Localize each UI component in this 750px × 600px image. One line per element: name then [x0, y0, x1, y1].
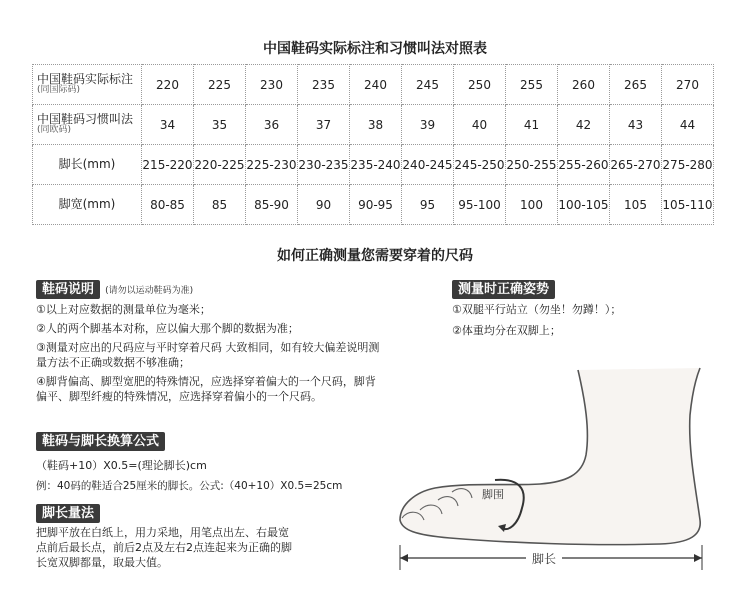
row-header-label: 脚长(mm): [58, 156, 116, 171]
table-cell: 80-85: [142, 185, 194, 225]
table-cell: 95: [402, 185, 454, 225]
method-text: 把脚平放在白纸上，用力采地，用笔点出左、右最宽点前后最长点，前后2点及左右2点连起来为正确的脚长宽双脚都量，取最大值。: [36, 526, 292, 569]
row-header-label: 脚宽(mm): [58, 196, 116, 211]
size-table: [32, 64, 714, 225]
method-badge: 脚长量法: [36, 504, 100, 523]
table-cell: 37: [298, 105, 350, 145]
table-cell: 105: [610, 185, 662, 225]
table-row: [33, 145, 714, 185]
table-cell: 235-240: [350, 145, 402, 185]
posture-item: ①双腿平行站立（勿坐！勿蹲！）；: [452, 303, 622, 316]
formula-badge: 鞋码与脚长换算公式: [36, 432, 165, 451]
foot-outline-icon: [400, 368, 700, 545]
table-cell: 41: [506, 105, 558, 145]
table-cell: 38: [350, 105, 402, 145]
table-cell: 36: [246, 105, 298, 145]
table-cell: 265-270: [610, 145, 662, 185]
size-note-item: ①以上对应数据的测量单位为毫米；: [36, 303, 211, 316]
table-cell: 225-230: [246, 145, 298, 185]
table-cell: 95-100: [454, 185, 506, 225]
table-cell: 275-280: [662, 145, 714, 185]
table-cell: 270: [662, 65, 714, 105]
table-cell: 250-255: [506, 145, 558, 185]
table-cell: 215-220: [142, 145, 194, 185]
row-header-label: 中国鞋码实际标注: [37, 71, 134, 86]
length-label: 脚长: [531, 552, 557, 566]
table-cell: 85-90: [246, 185, 298, 225]
row-header: [33, 65, 142, 105]
row-header-sublabel: (同欧码): [37, 125, 72, 136]
page-title: 中国鞋码实际标注和习惯叫法对照表: [263, 41, 487, 57]
table-cell: 100: [506, 185, 558, 225]
table-cell: 39: [402, 105, 454, 145]
table-cell: 35: [194, 105, 246, 145]
table-cell: 85: [194, 185, 246, 225]
formula-header: [36, 430, 165, 449]
table-cell: 250: [454, 65, 506, 105]
table-cell: 44: [662, 105, 714, 145]
row-header: [33, 185, 142, 225]
table-cell: 34: [142, 105, 194, 145]
formula-line-1: （鞋码+10）X0.5=(理论脚长)cm: [36, 459, 207, 472]
method-header: [36, 502, 100, 521]
table-row: [33, 105, 714, 145]
measure-title: 如何正确测量您需要穿着的尺码: [277, 248, 473, 264]
table-cell: 220-225: [194, 145, 246, 185]
size-note-item: ④脚背偏高、脚型宽肥的特殊情况，应选择穿着偏大的一个尺码，脚背偏平、脚型纤瘦的特殊情况，应选择穿着偏小的一个尺码。: [36, 375, 376, 403]
table-cell: 245: [402, 65, 454, 105]
table-row: [33, 65, 714, 105]
size-notes-header: [36, 278, 193, 297]
size-notes-badge: 鞋码说明: [36, 280, 100, 299]
size-note-item: ②人的两个脚基本对称，应以偏大那个脚的数据为准；: [36, 322, 299, 335]
formula-line-2: 例：40码的鞋适合25厘米的脚长。公式:（40+10）X0.5=25cm: [36, 480, 343, 492]
posture-header: [452, 278, 555, 297]
table-cell: 265: [610, 65, 662, 105]
table-cell: 245-250: [454, 145, 506, 185]
posture-item: ②体重均分在双脚上；: [452, 324, 561, 337]
row-header: [33, 145, 142, 185]
row-header-label: 中国鞋码习惯叫法: [37, 111, 134, 126]
table-cell: 42: [558, 105, 610, 145]
table-cell: 235: [298, 65, 350, 105]
table-cell: 100-105: [558, 185, 610, 225]
table-cell: 220: [142, 65, 194, 105]
table-cell: 255: [506, 65, 558, 105]
table-cell: 260: [558, 65, 610, 105]
size-note-item: ③测量对应出的尺码应与平时穿着尺码 大致相同，如有较大偏差说明测量方法不正确或数据不够准确；: [36, 341, 380, 369]
table-cell: 255-260: [558, 145, 610, 185]
table-cell: 105-110: [662, 185, 714, 225]
table-cell: 90: [298, 185, 350, 225]
row-header-sublabel: (同国际码): [37, 85, 81, 96]
table-cell: 230: [246, 65, 298, 105]
posture-badge: 测量时正确姿势: [452, 280, 555, 299]
posture-list: [452, 302, 732, 338]
girth-label: 脚围: [482, 488, 504, 501]
table-cell: 90-95: [350, 185, 402, 225]
size-notes-note: (请勿以运动鞋码为准): [105, 286, 194, 296]
table-cell: 40: [454, 105, 506, 145]
row-header: [33, 105, 142, 145]
foot-illustration: [390, 360, 720, 585]
table-cell: 240: [350, 65, 402, 105]
table-row: [33, 185, 714, 225]
table-cell: 43: [610, 105, 662, 145]
size-notes-list: [36, 302, 381, 404]
table-cell: 230-235: [298, 145, 350, 185]
table-cell: 240-245: [402, 145, 454, 185]
table-cell: 225: [194, 65, 246, 105]
